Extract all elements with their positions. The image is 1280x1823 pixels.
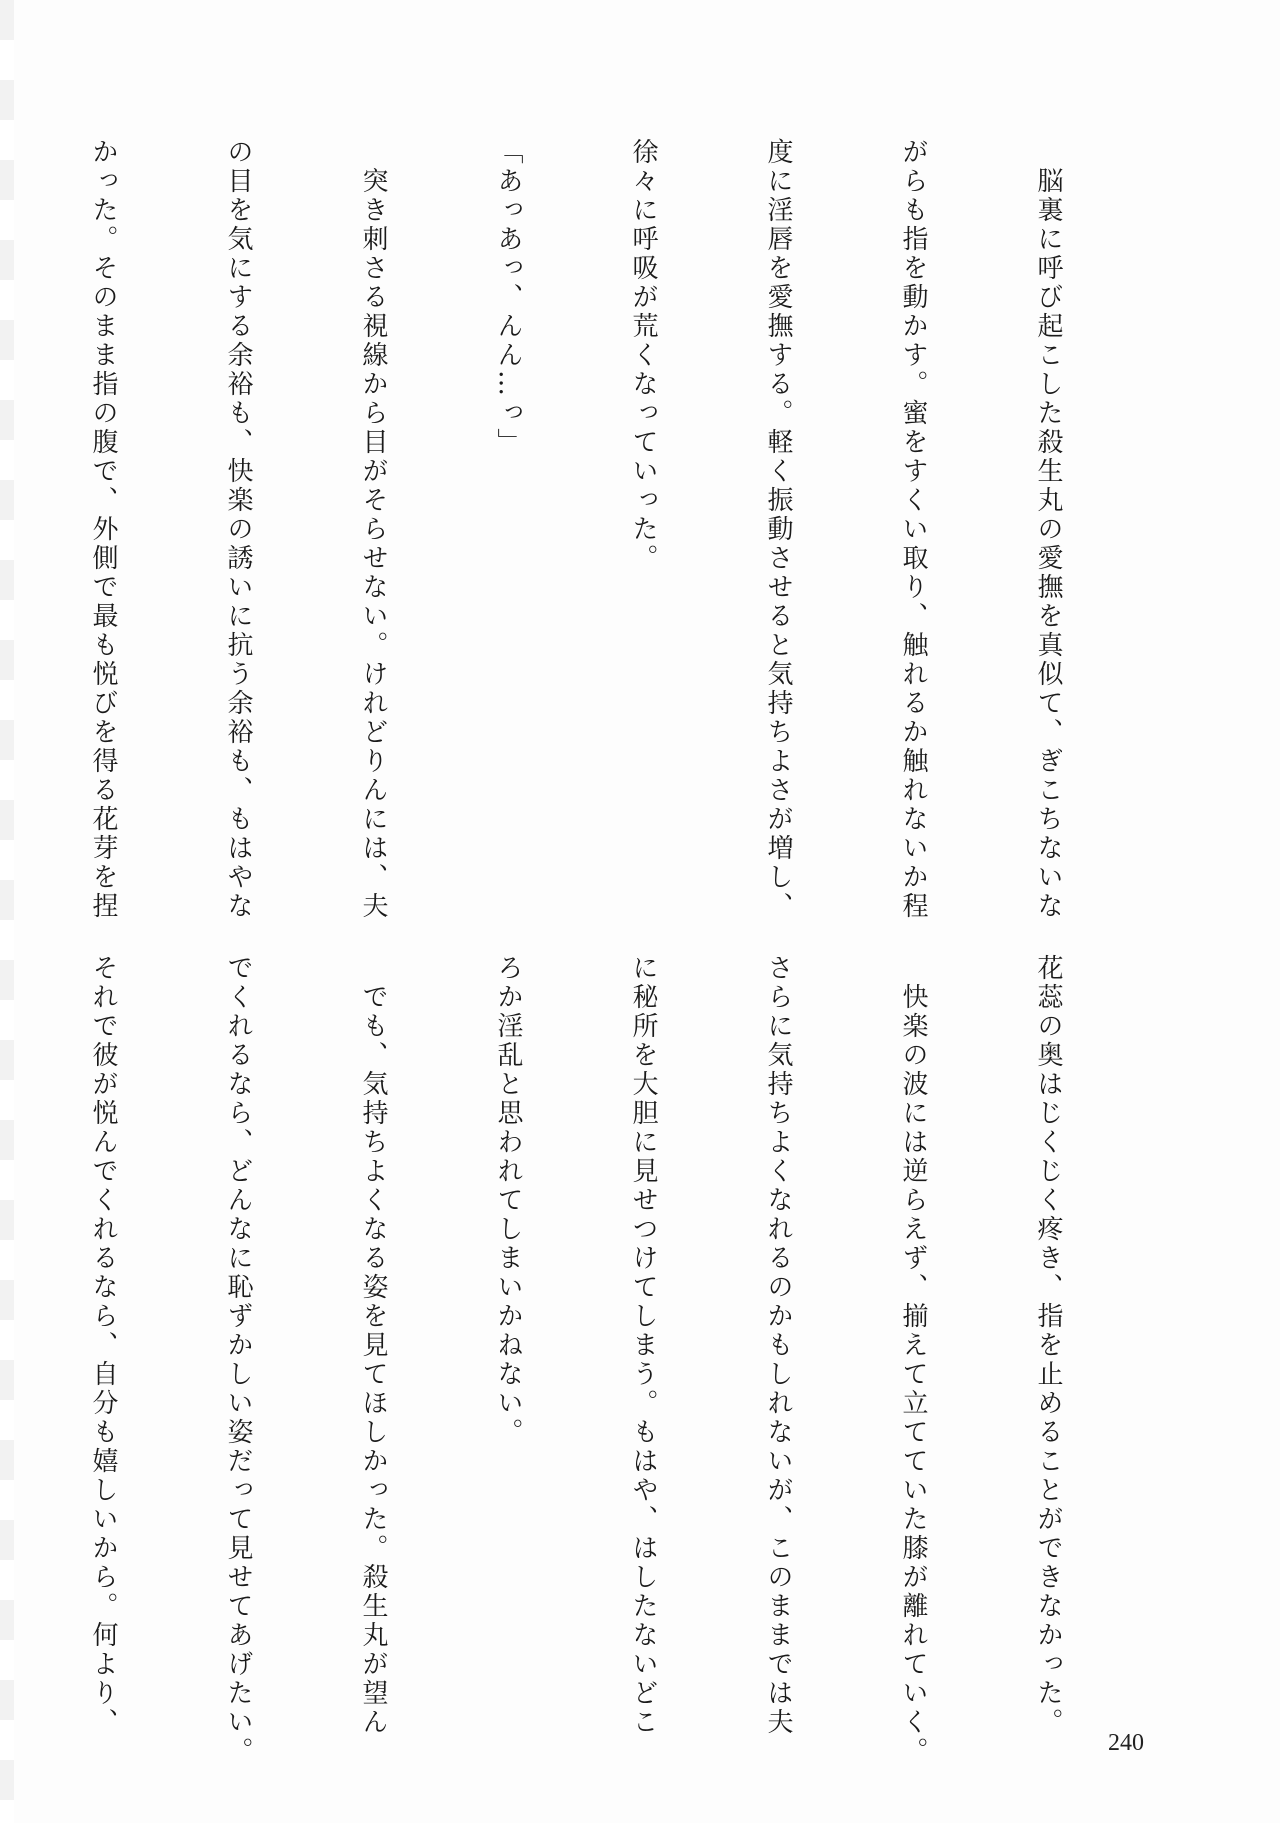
top-text-block [0,138,1160,921]
text-column: 徐々に呼吸が荒くなっていった。 [628,138,658,573]
text-column: かった。そのまま指の腹で、外側で最も悦びを得る花芽を捏 [88,138,118,921]
text-column: ろか淫乱と思われてしまいかねない。 [493,954,523,1447]
text-column: 脳裏に呼び起こした殺生丸の愛撫を真似て、ぎこちないな [1033,138,1063,921]
text-column: それで彼が悦んでくれるなら、自分も嬉しいから。何より、 [88,954,118,1737]
text-column: 快楽の波には逆らえず、揃えて立てていた膝が離れていく。 [898,954,928,1766]
text-column: に秘所を大胆に見せつけてしまう。もはや、はしたないどこ [628,954,658,1737]
page-number: 240 [1108,1730,1144,1756]
text-column: 花蕊の奥はじくじく疼き、指を止めることができなかった。 [1033,954,1063,1737]
text-column: の目を気にする余裕も、快楽の誘いに抗う余裕も、もはやな [223,138,253,921]
text-column: でも、気持ちよくなる姿を見てほしかった。殺生丸が望ん [358,954,388,1737]
text-column: がらも指を動かす。蜜をすくい取り、触れるか触れないか程 [898,138,928,921]
text-column: 度に淫唇を愛撫する。軽く振動させると気持ちよさが増し、 [763,138,793,921]
text-column: でくれるなら、どんなに恥ずかしい姿だって見せてあげたい。 [223,954,253,1766]
text-column: さらに気持ちよくなれるのかもしれないが、このままでは夫 [763,954,793,1737]
text-column: 「あっあっ、んん…っ」 [493,138,523,457]
text-column: 突き刺さる視線から目がそらせない。けれどりんには、夫 [358,138,388,921]
